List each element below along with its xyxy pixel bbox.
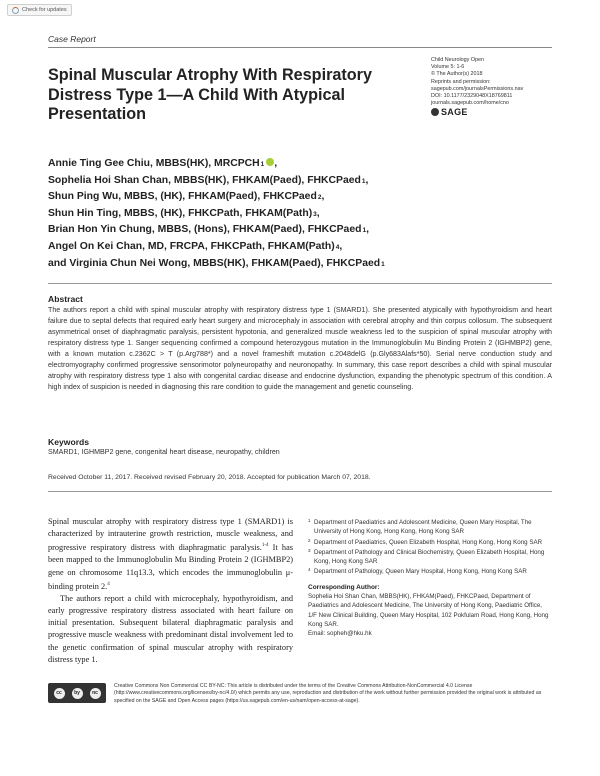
abstract-text: The authors report a child with spinal muscular atrophy with respiratory distress type 1 (SMARD1). She presented atypically with hypothyroidism and heart failure due to septal defects that required early heart surgery and microcephaly in association with cerebral atrophy and thin corpus collosum. The subsequent asymmetrical onset of diaphragmatic paralysis, persistent hypotonia, and generalized muscle weakness led to the suspicion of spinal muscular atrophy with respiratory distress type 1. Sanger sequencing confirmed a compound heterozygous mutation in the Immunoglobulin Mu Binding Protein 2 (IGHMBP2) gene, with a known mutation c.2362C > T (p.Arg788*) and a novel frameshift mutation c.2048delG (p.Gly683Alafs*50). Serial nerve conduction study and electromyography confirmed progressive sensorimotor polyneuropathy and neuronopathy. In summary, this case report describes a child with spinal muscular atrophy with respiratory distress type 1 also with congenital cardiac disease and endocrine dysfunction, expanding the phenotypic spectrum of this condition. A high index of suspicion is needed in diagnosing this rare condition to guide the management and genetic counseling. <box>48 306 552 391</box>
author-line: Shun Hin Ting, MBBS, (HK), FHKCPath, FHKAM(Path) 3 , <box>48 206 468 223</box>
license-block <box>48 683 552 705</box>
author-name: Brian Hon Yin Chung, MBBS, (Hons), FHKAM(Paed), FHKCPaed <box>48 224 362 236</box>
affiliation-marker: 3 <box>313 210 317 218</box>
copyright-line: © The Author(s) 2018 <box>431 71 483 78</box>
citation-marker[interactable]: 1-4 <box>261 543 269 549</box>
author-line: Sophelia Hoi Shan Chan, MBBS(HK), FHKAM(Paed), FHKCPaed 1 , <box>48 173 468 190</box>
journal-home-link[interactable]: journals.sagepub.com/home/cno <box>431 100 509 107</box>
author-line <box>48 256 468 273</box>
affiliation-marker: 2 <box>317 194 322 202</box>
author-name: Shun Ping Wu, MBBS, (HK), FHKAM(Paed), FHKCPaed <box>48 191 317 203</box>
sage-logo-icon <box>431 108 439 116</box>
author-line: Angel On Kei Chan, MD, FRCPA, FHKCPath, FHKAM(Path) 4 , <box>48 239 468 256</box>
doi-line[interactable]: DOI: 10.1177/2329048X18769811 <box>431 93 513 100</box>
corresponding-author-heading: Corresponding Author: <box>308 583 380 591</box>
author-name: Angel On Kei Chan, MD, FRCPA, FHKCPath, FHKAM(Path) <box>48 240 335 252</box>
keywords-text: SMARD1, IGHMBP2 gene, congenital heart disease, neuropathy, children <box>48 448 280 456</box>
affiliation-marker: 4 <box>335 243 340 251</box>
author-list <box>48 156 468 272</box>
main-text-column <box>48 516 293 666</box>
keywords-heading: Keywords <box>48 437 90 447</box>
author-line: Annie Ting Gee Chiu, MBBS(HK), MRCPCH 1 , <box>48 156 468 173</box>
update-check-icon <box>12 7 19 14</box>
paper-title: Spinal Muscular Atrophy With Respiratory Distress Type 1—A Child With Atypical Presentation <box>48 66 372 123</box>
body-paragraph: The authors report a child with microcephaly, hypothyroidism, and early progressive respiratory distress associated with heart failure on initial presentation. Subsequent bilateral diaphragmatic paralysis and progressive muscle weakness with predominant distal involvement led to the genetic confirmation of spinal muscular atrophy with respiratory distress type 1. <box>48 593 293 664</box>
cc-icon: cc <box>54 688 65 699</box>
affiliation-item: 4 Department of Pathology, Queen Mary Hospital, Hong Kong, Hong Kong SAR <box>308 567 527 576</box>
journal-volume: Volume 5: 1-6 <box>431 64 465 71</box>
affiliations-block <box>308 518 552 639</box>
header-divider <box>48 47 552 48</box>
author-name: Sophelia Hoi Shan Chan, MBBS(HK), FHKAM(Paed), FHKCPaed <box>48 174 361 186</box>
abstract-heading: Abstract <box>48 294 83 304</box>
author-line: Brian Hon Yin Chung, MBBS, (Hons), FHKAM(Paed), FHKCPaed 1 , <box>48 222 468 239</box>
affiliation-item: 3 Department of Pathology and Clinical Biochemistry, Queen Elizabeth Hospital, Hong Kong, Hong Kong SAR <box>308 547 545 566</box>
publication-dates: Received October 11, 2017. Received revised February 20, 2018. Accepted for publication March 07, 2018. <box>48 474 371 481</box>
journal-name: Child Neurology Open <box>431 57 485 63</box>
corresponding-author-email[interactable]: Email: sopheh@hku.hk <box>308 630 372 638</box>
license-text: Creative Commons Non Commercial CC BY-NC: This article is distributed under the terms of the Creative Commons Attribution-NonCommercial 4.0 License (http://www.creativecommons.org/licenses/by-nc/4.0/) which permits any use, reproduction and distribution of the work without further permission provided the original work is attributed as specified on the SAGE and Open Access pages (https://us.sagepub.com/en-us/nam/open-access-at-sage). <box>114 683 542 704</box>
affiliation-marker: 1 <box>381 260 385 268</box>
orcid-icon[interactable] <box>266 158 274 166</box>
affiliation-item: 1 Department of Paediatrics and Adolescent Medicine, Queen Mary Hospital, The University of Hong Kong, Hong Kong, Hong Kong SAR <box>308 518 532 536</box>
affiliation-marker: 1 <box>260 161 265 168</box>
check-for-updates-badge[interactable] <box>7 4 72 16</box>
journal-info <box>431 57 561 116</box>
by-icon: by <box>72 688 83 699</box>
author-name: Annie Ting Gee Chiu, MBBS(HK), MRCPCH <box>48 158 260 169</box>
sage-logo <box>431 108 561 116</box>
affiliation-marker: 1 <box>361 177 366 185</box>
permissions-link[interactable]: sagepub.com/journalsPermissions.nav <box>431 85 524 92</box>
sage-logo-text: SAGE <box>441 106 468 117</box>
body-top-divider <box>48 491 552 492</box>
author-name: and Virginia Chun Nei Wong, MBBS(HK), FHKAM(Paed), FHKCPaed <box>48 257 381 269</box>
affiliation-marker: 1 <box>362 227 367 235</box>
corresponding-author-details: Sophelia Hoi Shan Chan, MBBS(HK), FHKAM(Paed), FHKCPaed, Department of Paediatrics and Adolescent Medicine, The University of Hong Kong, Paediatric Office, 1/F New Clinical Building, Queen Mary Hospital, 102 Pokfulam Road, Hong Kong, Hong Kong SAR. <box>308 593 549 628</box>
reprints-line: Reprints and permission: <box>431 78 491 85</box>
citation-marker[interactable]: 4 <box>107 581 110 587</box>
body-paragraph: Spinal muscular atrophy with respiratory distress type 1 (SMARD1) is characterized by intrauterine growth restriction, muscle weakness, and progressive respiratory distress with diaphragmatic paralysis.$^{1-4}$ It has been mapped to the Immunoglobulin Mu Binding Protein 2 (IGHMBP2) gene on chromosome 11q13.3, which encodes the immunoglobulin μ-binding protein 2.$^4$ <box>48 517 293 591</box>
check-for-updates-label: Check for updates <box>22 7 67 13</box>
author-line: Shun Ping Wu, MBBS, (HK), FHKAM(Paed), FHKCPaed 2 , <box>48 189 468 206</box>
cc-by-nc-badge-icon[interactable] <box>48 683 106 703</box>
article-type-label: Case Report <box>48 34 96 44</box>
affiliation-item: 2 Department of Paediatrics, Queen Elizabeth Hospital, Hong Kong, Hong Kong SAR <box>308 537 543 546</box>
nc-icon: nc <box>90 688 101 699</box>
abstract-top-divider <box>48 283 552 284</box>
author-name: Shun Hin Ting, MBBS, (HK), FHKCPath, FHKAM(Path) <box>48 207 313 219</box>
